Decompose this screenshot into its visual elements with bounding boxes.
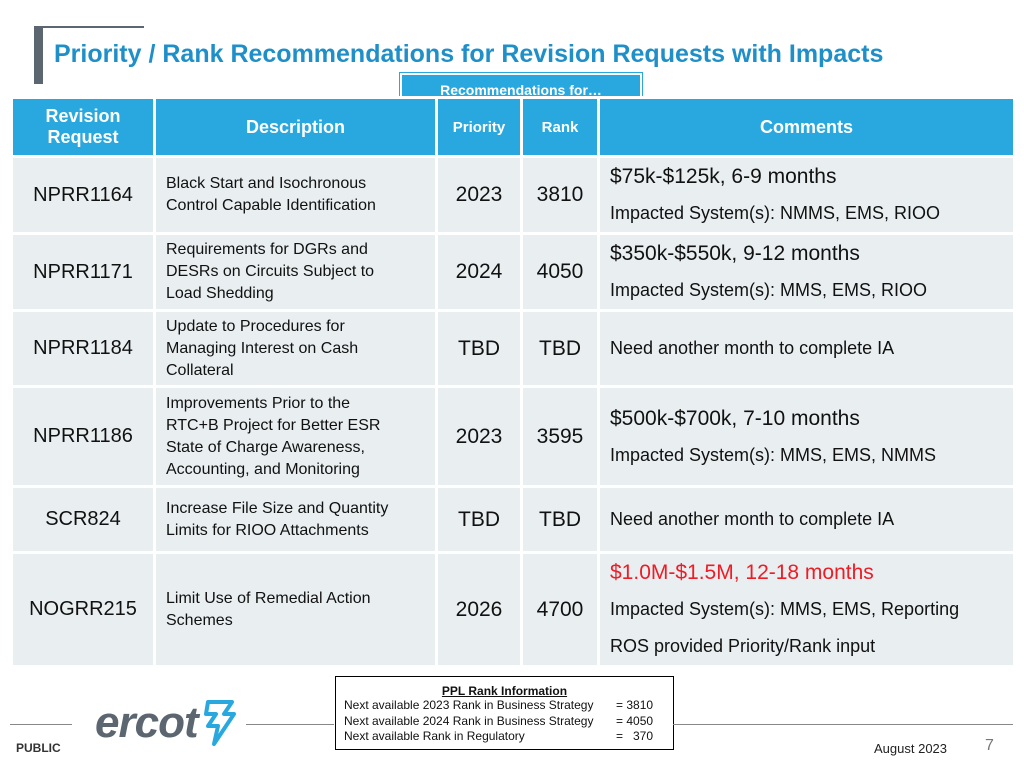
- page-number: 7: [985, 737, 994, 754]
- comment-line: Need another month to complete IA: [610, 338, 895, 358]
- comments-cell: [599, 157, 1015, 234]
- classification-label: PUBLIC: [16, 741, 61, 755]
- revision-requests-table: [10, 96, 1016, 668]
- ppl-row-value: = 3810: [616, 698, 654, 712]
- ppl-row: [336, 698, 673, 714]
- description-line: Managing Interest on Cash: [166, 339, 359, 357]
- comments-cell: [599, 553, 1015, 667]
- description-line: Limit Use of Remedial Action: [166, 589, 371, 607]
- comment-line: Impacted System(s): MMS, EMS, RIOO: [610, 280, 928, 300]
- rank-value: 4050: [522, 234, 599, 311]
- ppl-row-label: Next available Rank in Regulatory: [344, 729, 525, 743]
- header-description: Description: [155, 98, 437, 157]
- priority-value: 2023: [437, 387, 522, 487]
- description-line: Requirements for DGRs and: [166, 241, 368, 258]
- ppl-row-value: = 4050: [616, 713, 654, 728]
- revision-request-id: NOGRR215: [12, 553, 155, 667]
- description-cell: [155, 234, 437, 311]
- priority-value: 2024: [437, 234, 522, 311]
- description-line: Schemes: [166, 611, 233, 629]
- table-row: [12, 387, 1015, 487]
- page-title: Priority / Rank Recommendations for Revision Requests with Impacts: [54, 40, 884, 68]
- ppl-row-label: Next available 2023 Rank in Business Strategy: [344, 698, 594, 712]
- footer-divider: [10, 724, 72, 725]
- description-cell: [155, 157, 437, 234]
- rank-value: TBD: [522, 487, 599, 553]
- ppl-box-title: PPL Rank Information: [441, 684, 568, 698]
- ercot-logo: [95, 698, 238, 748]
- description-line: Improvements Prior to the: [166, 394, 351, 412]
- comments-cell: [599, 487, 1015, 553]
- description-line: Black Start and Isochronous: [166, 175, 367, 192]
- table-header-row: [12, 98, 1015, 157]
- footer-divider: [246, 724, 334, 725]
- description-cell: [155, 387, 437, 487]
- rank-value: 3810: [522, 157, 599, 234]
- table-row: [12, 311, 1015, 387]
- description-line: Control Capable Identification: [166, 197, 376, 214]
- table-row: [12, 553, 1015, 667]
- recommendations-tab: Recommendations for…: [400, 73, 642, 107]
- comment-line: $75k-$125k, 6-9 months: [610, 165, 837, 188]
- header-comments: Comments: [599, 98, 1015, 157]
- priority-value: TBD: [437, 311, 522, 387]
- description-cell: [155, 553, 437, 667]
- description-line: State of Charge Awareness,: [166, 438, 365, 456]
- header-line: Revision: [45, 106, 121, 126]
- table-row: [12, 157, 1015, 234]
- revision-request-id: NPRR1186: [12, 387, 155, 487]
- title-accent-line: [34, 26, 144, 28]
- priority-value: 2026: [437, 553, 522, 667]
- ppl-row-value: = 370: [616, 729, 654, 743]
- comment-line: Impacted System(s): NMMS, EMS, RIOO: [610, 203, 941, 223]
- ppl-rank-info-box: [335, 676, 674, 750]
- footer-date: August 2023: [874, 741, 948, 756]
- footer-divider: [673, 724, 1013, 725]
- description-line: Load Shedding: [166, 285, 274, 302]
- description-line: Increase File Size and Quantity: [166, 499, 389, 517]
- comments-cell: [599, 387, 1015, 487]
- description-line: Update to Procedures for: [166, 317, 345, 335]
- description-line: Collateral: [166, 361, 234, 379]
- ppl-row: [336, 714, 673, 730]
- ppl-row-label: Next available 2024 Rank in Business Strategy: [344, 713, 594, 728]
- rank-value: 4700: [522, 553, 599, 667]
- header-revision-request: [12, 98, 155, 157]
- priority-value: 2023: [437, 157, 522, 234]
- description-line: DESRs on Circuits Subject to: [166, 263, 375, 280]
- comment-line: Impacted System(s): MMS, EMS, Reporting: [610, 599, 960, 619]
- description-line: Limits for RIOO Attachments: [166, 521, 369, 539]
- priority-value: TBD: [437, 487, 522, 553]
- description-line: RTC+B Project for Better ESR: [166, 416, 381, 434]
- revision-request-id: NPRR1164: [12, 157, 155, 234]
- description-line: Accounting, and Monitoring: [166, 460, 360, 478]
- header-priority: Priority: [437, 98, 522, 157]
- comments-cell: [599, 311, 1015, 387]
- title-accent-bar: [34, 26, 43, 84]
- comment-line: Impacted System(s): MMS, EMS, NMMS: [610, 444, 937, 465]
- rank-value: 3595: [522, 387, 599, 487]
- header-rank: Rank: [522, 98, 599, 157]
- description-cell: [155, 311, 437, 387]
- comment-line: $500k-$700k, 7-10 months: [610, 406, 860, 430]
- ppl-row: [336, 729, 673, 745]
- description-cell: [155, 487, 437, 553]
- comment-line: Need another month to complete IA: [610, 509, 895, 529]
- header-line: Request: [47, 127, 119, 147]
- comment-line: $1.0M-$1.5M, 12-18 months: [610, 561, 874, 584]
- revision-request-id: NPRR1184: [12, 311, 155, 387]
- rank-value: TBD: [522, 311, 599, 387]
- revision-request-id: SCR824: [12, 487, 155, 553]
- table-row: [12, 487, 1015, 553]
- comment-line: $350k-$550k, 9-12 months: [610, 242, 860, 265]
- comments-cell: [599, 234, 1015, 311]
- revision-request-id: NPRR1171: [12, 234, 155, 311]
- lightning-bolt-icon: [202, 698, 238, 748]
- table-row: [12, 234, 1015, 311]
- ercot-logo-text: ercot: [95, 698, 198, 747]
- comment-line: ROS provided Priority/Rank input: [610, 636, 876, 656]
